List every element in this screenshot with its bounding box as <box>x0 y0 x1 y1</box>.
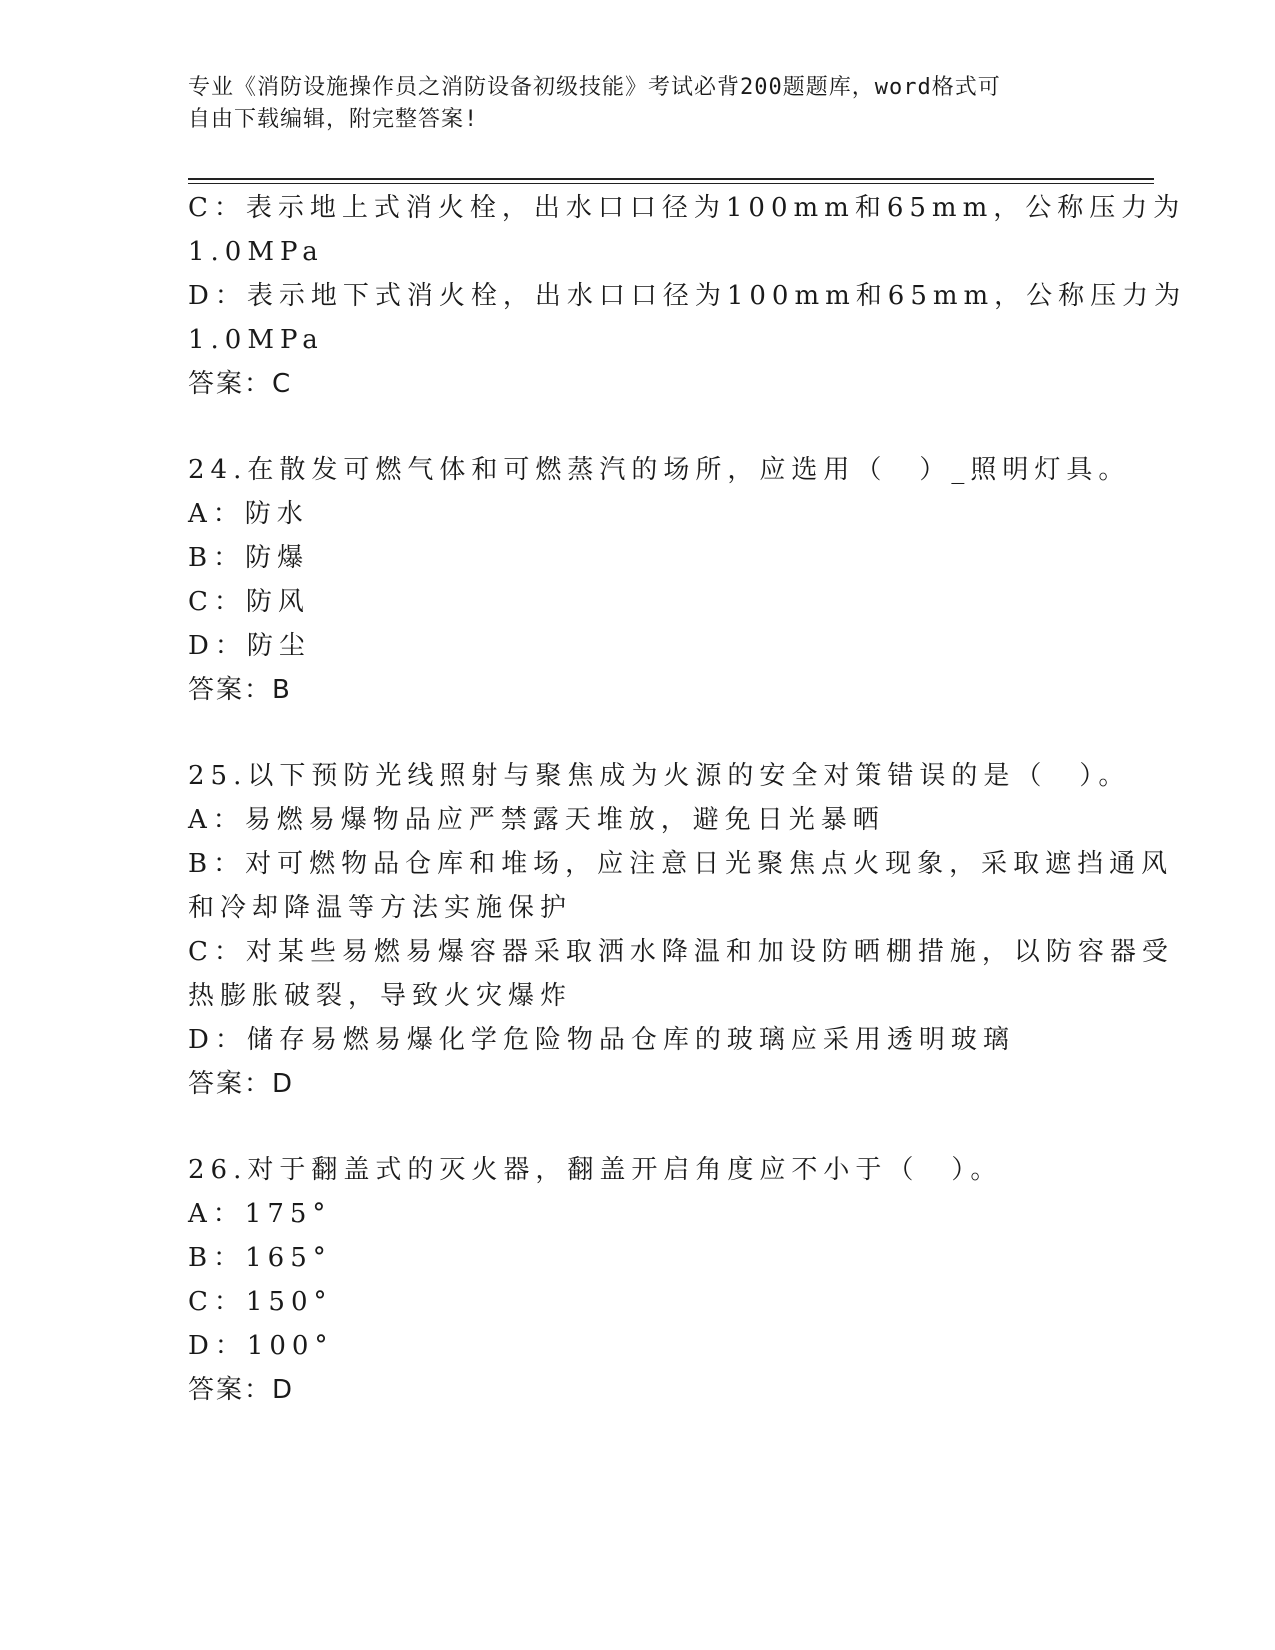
q26-option-d: D：100° <box>188 1331 334 1361</box>
q26-question: 26.对于翻盖式的灭火器，翻盖开启角度应不小于（ ）。 <box>188 1155 1003 1185</box>
q24-answer: 答案：B <box>188 675 292 705</box>
header-rule-bottom <box>188 183 1154 184</box>
q24-option-d: D：防尘 <box>188 631 311 661</box>
q25-option-b-line-1: B：对可燃物品仓库和堆场，应注意日光聚焦点火现象，采取遮挡通风 <box>188 849 1174 879</box>
header-line-1: 专业《消防设施操作员之消防设备初级技能》考试必背200题题库，word格式可 <box>188 75 1001 100</box>
header-line-2: 自由下载编辑，附完整答案! <box>188 107 479 132</box>
q25-option-c-line-2: 热膨胀破裂，导致火灾爆炸 <box>188 981 573 1011</box>
q24-option-a: A：防水 <box>188 499 309 529</box>
q26-option-b: B：165° <box>188 1243 332 1273</box>
q23-option-d-line-2: 1.0MPa <box>188 325 324 355</box>
q26-option-a: A：175° <box>188 1199 332 1229</box>
q26-answer: 答案：D <box>188 1375 295 1405</box>
q26-option-c: C：150° <box>188 1287 333 1317</box>
q23-answer: 答案：C <box>188 369 293 399</box>
q24-option-b: B：防爆 <box>188 543 310 573</box>
q24-question: 24.在散发可燃气体和可燃蒸汽的场所，应选用（ ）_照明灯具。 <box>188 455 1131 485</box>
q24-option-c: C：防风 <box>188 587 310 617</box>
q25-question: 25.以下预防光线照射与聚焦成为火源的安全对策错误的是（ ）。 <box>188 761 1131 791</box>
document-header <box>188 72 1088 136</box>
q23-option-d-line-1: D：表示地下式消火栓，出水口口径为100mm和65mm，公称压力为 <box>188 281 1187 311</box>
q23-option-c-line-2: 1.0MPa <box>188 237 324 267</box>
q25-option-d: D：储存易燃易爆化学危险物品仓库的玻璃应采用透明玻璃 <box>188 1025 1015 1055</box>
q23-option-c-line-1: C：表示地上式消火栓，出水口口径为100mm和65mm，公称压力为 <box>188 193 1186 223</box>
header-rule-top <box>188 178 1154 180</box>
q25-option-c-line-1: C：对某些易燃易爆容器采取洒水降温和加设防晒棚措施，以防容器受 <box>188 937 1174 967</box>
q25-answer: 答案：D <box>188 1069 295 1099</box>
q25-option-a: A：易燃易爆物品应严禁露天堆放，避免日光暴晒 <box>188 805 885 835</box>
q25-option-b-line-2: 和冷却降温等方法实施保护 <box>188 893 573 923</box>
